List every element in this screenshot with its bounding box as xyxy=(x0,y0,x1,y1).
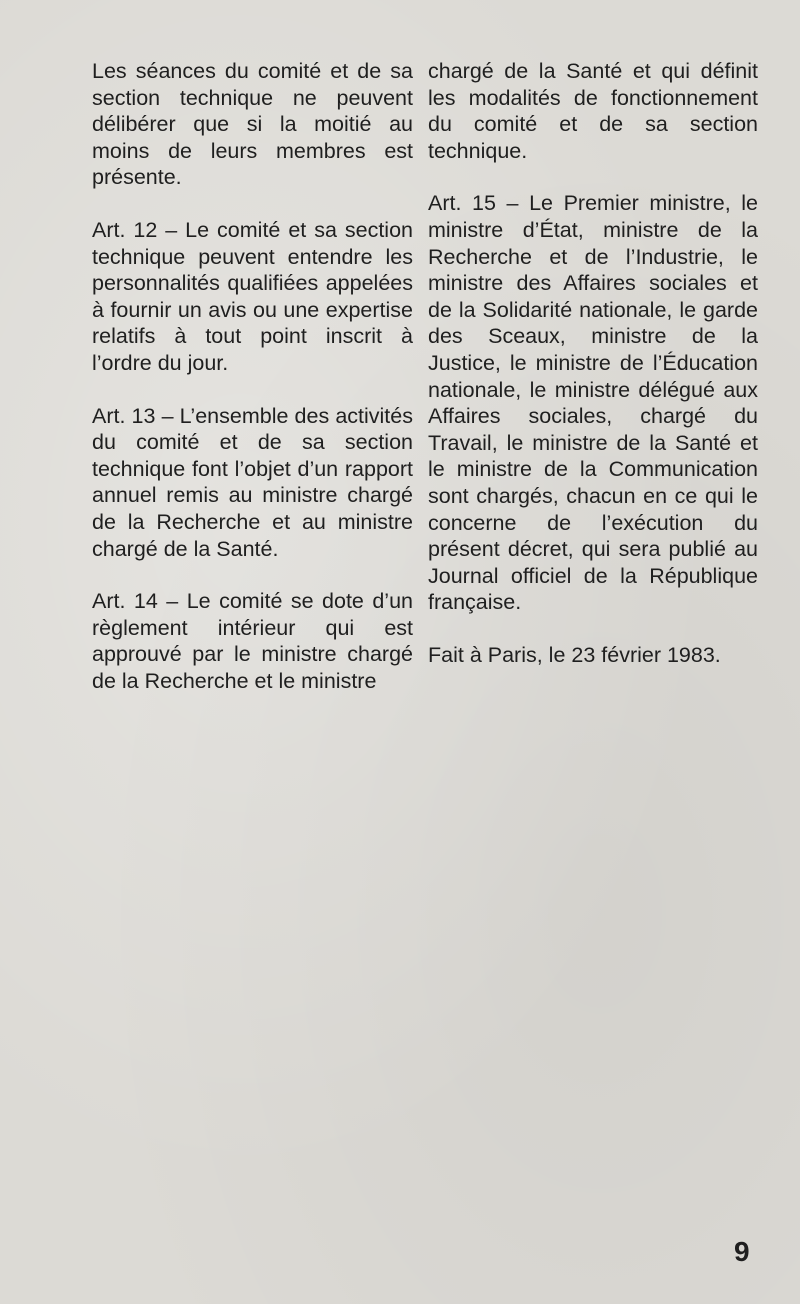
page-number: 9 xyxy=(734,1236,750,1267)
paragraph-article-12: Art. 12 – Le comité et sa section technique peuvent entendre les personnalités qualifiées appelées à fournir un avis ou une expertise relatifs à tout point inscrit à l’ordre du jour. xyxy=(92,217,413,375)
paragraph-article-14: Art. 14 – Le comité se dote d’un règlement intérieur qui est approuvé par le ministre chargé de la Recherche et le ministre xyxy=(92,589,413,693)
left-column xyxy=(92,58,413,720)
paragraph-session-quorum: Les séances du comité et de sa section technique ne peuvent délibérer que si la moitié au moins de leurs membres est présente. xyxy=(92,59,413,190)
paragraph-article-15: Art. 15 – Le Premier ministre, le ministre d’État, ministre de la Recherche et de l’Industrie, le ministre des Affaires sociales et de la Solidarité nationale, le garde des Sceaux, ministre de la Justice, le ministre de l’Éducation nationale, le ministre délégué aux Affaires sociales, chargé du Travail, le ministre de la Santé et le ministre de la Communication sont chargés, chacun en ce qui le concerne de l’exécution du présent décret, qui sera publié au Journal officiel de la République française. xyxy=(428,191,758,615)
right-column xyxy=(428,58,758,694)
paragraph-article-14-continued: chargé de la Santé et qui définit les modalités de fonctionnement du comité et de sa section technique. xyxy=(428,59,758,163)
paragraph-article-13: Art. 13 – L’ensemble des activités du comité et de sa section technique font l’objet d’un rapport annuel remis au ministre chargé de la Recherche et au ministre chargé de la Santé. xyxy=(92,403,413,561)
signature-date: Fait à Paris, le 23 février 1983. xyxy=(428,642,721,667)
